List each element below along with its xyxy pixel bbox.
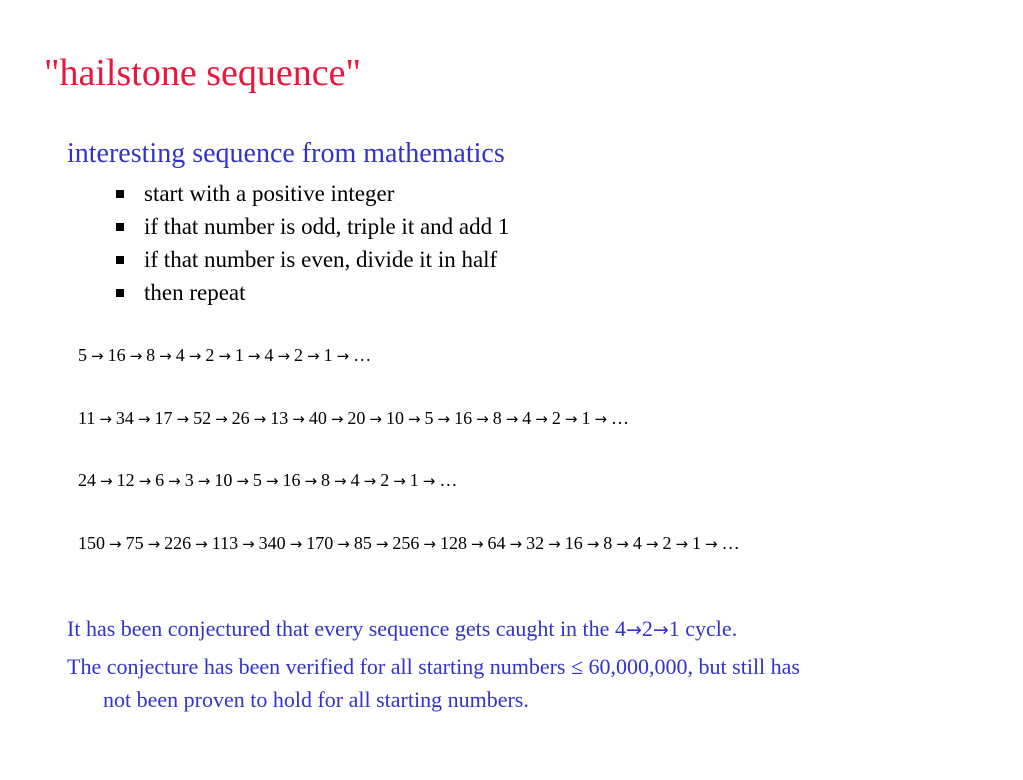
arrow-right-icon: →	[548, 535, 561, 553]
sequence-term: 26	[231, 408, 250, 428]
arrow-right-icon: →	[509, 535, 523, 553]
sequence-term: 10	[385, 408, 404, 428]
rule-item	[112, 243, 509, 276]
arrow-right-icon: →	[616, 535, 629, 553]
sequence-term: 1	[409, 470, 419, 490]
arrow-right-icon: →	[705, 535, 718, 553]
sequence-line	[78, 409, 629, 427]
verification-line-2: not been proven to hold for all starting numbers.	[103, 687, 529, 712]
sequence-term: 1	[581, 408, 591, 428]
sequence-term: 170	[306, 533, 334, 553]
sequence-term: 2	[294, 345, 304, 365]
sequence-term: 4	[350, 470, 360, 490]
arrow-right-icon: →	[100, 472, 113, 490]
arrow-right-icon: →	[195, 535, 208, 553]
sequence-term: 12	[116, 470, 135, 490]
arrow-right-icon: →	[253, 410, 267, 428]
sequence-term: 256	[392, 533, 420, 553]
sequence-term: …	[439, 470, 458, 490]
sequence-term: 5	[252, 470, 262, 490]
sequence-term: 17	[154, 408, 173, 428]
arrow-right-icon: →	[337, 535, 350, 553]
arrow-right-icon: →	[218, 347, 231, 365]
rule-item	[112, 210, 509, 243]
arrow-right-icon: →	[277, 347, 291, 365]
arrow-right-icon: →	[505, 410, 519, 428]
arrow-right-icon: →	[625, 619, 642, 641]
arrow-right-icon: →	[159, 347, 172, 365]
rules-list	[112, 177, 509, 309]
sequence-term: 75	[125, 533, 144, 553]
arrow-right-icon: →	[215, 410, 228, 428]
sequence-term: 24	[78, 470, 96, 490]
sequence-line	[78, 346, 371, 364]
arrow-right-icon: →	[137, 410, 151, 428]
arrow-right-icon: →	[586, 535, 600, 553]
cycle-number: 4	[614, 616, 626, 641]
arrow-right-icon: →	[99, 410, 112, 428]
arrow-right-icon: →	[176, 410, 190, 428]
arrow-right-icon: →	[247, 347, 261, 365]
arrow-right-icon: →	[197, 472, 211, 490]
square-bullet-icon	[116, 190, 124, 198]
sequence-line	[78, 471, 457, 489]
sequence-term: …	[721, 533, 740, 553]
sequence-term: 8	[603, 533, 613, 553]
sequence-term: 13	[270, 408, 289, 428]
arrow-right-icon: →	[188, 347, 202, 365]
sequence-term: …	[611, 408, 630, 428]
sequence-term: 16	[564, 533, 583, 553]
arrow-right-icon: →	[476, 410, 489, 428]
sequence-term: 6	[155, 470, 165, 490]
arrow-right-icon: →	[369, 410, 382, 428]
sequence-term: 2	[380, 470, 390, 490]
sequence-term: 8	[146, 345, 156, 365]
arrow-right-icon: →	[129, 347, 143, 365]
sequence-term: 1	[234, 345, 244, 365]
sequence-line	[78, 534, 740, 552]
arrow-right-icon: →	[289, 535, 303, 553]
sequence-term: 4	[264, 345, 274, 365]
rule-text: if that number is even, divide it in half	[144, 246, 498, 272]
sequence-term: 16	[282, 470, 301, 490]
sequence-term: 16	[107, 345, 126, 365]
arrow-right-icon: →	[91, 347, 104, 365]
verification-statement	[67, 650, 987, 716]
arrow-right-icon: →	[265, 472, 279, 490]
sequence-term: 8	[492, 408, 502, 428]
arrow-right-icon: →	[330, 410, 344, 428]
arrow-right-icon: →	[375, 535, 389, 553]
sequence-term: 4	[175, 345, 185, 365]
sequence-term: 2	[662, 533, 672, 553]
arrow-right-icon: →	[675, 535, 689, 553]
sequence-term: 34	[115, 408, 134, 428]
sequence-term: 3	[184, 470, 194, 490]
arrow-right-icon: →	[168, 472, 181, 490]
sequence-term: 2	[551, 408, 561, 428]
arrow-right-icon: →	[422, 472, 436, 490]
sequence-term: 2	[205, 345, 215, 365]
square-bullet-icon	[116, 289, 124, 297]
arrow-right-icon: →	[138, 472, 152, 490]
arrow-right-icon: →	[336, 347, 350, 365]
arrow-right-icon: →	[437, 410, 451, 428]
arrow-right-icon: →	[242, 535, 255, 553]
arrow-right-icon: →	[334, 472, 347, 490]
sequence-term: 5	[424, 408, 434, 428]
sequence-term: 11	[78, 408, 96, 428]
arrow-right-icon: →	[304, 472, 318, 490]
arrow-right-icon: →	[307, 347, 320, 365]
arrow-right-icon: →	[147, 535, 161, 553]
cycle-number: 2	[641, 616, 653, 641]
rule-text: if that number is odd, triple it and add 1	[144, 213, 510, 239]
sequence-term: 226	[164, 533, 192, 553]
sequence-term: 16	[454, 408, 473, 428]
intro-text: interesting sequence from mathematics	[67, 138, 505, 169]
rule-text: start with a positive integer	[144, 180, 395, 206]
rule-item	[112, 177, 509, 210]
conjecture-text: It has been conjectured that every sequence gets caught in the	[67, 616, 615, 641]
square-bullet-icon	[116, 256, 124, 264]
sequence-term: 8	[321, 470, 331, 490]
sequence-term: 1	[692, 533, 702, 553]
conjecture-statement	[67, 612, 987, 647]
rule-item	[112, 276, 509, 309]
arrow-right-icon: →	[292, 410, 305, 428]
sequence-term: 128	[439, 533, 467, 553]
arrow-right-icon: →	[236, 472, 249, 490]
rule-text: then repeat	[144, 279, 246, 305]
sequence-term: 20	[347, 408, 366, 428]
cycle-number: 1	[668, 616, 680, 641]
arrow-right-icon: →	[109, 535, 122, 553]
arrow-right-icon: →	[594, 410, 608, 428]
arrow-right-icon: →	[470, 535, 484, 553]
arrow-right-icon: →	[393, 472, 406, 490]
arrow-right-icon: →	[363, 472, 377, 490]
sequence-term: 5	[78, 345, 87, 365]
sequence-term: 52	[193, 408, 212, 428]
sequence-term: 64	[487, 533, 506, 553]
sequence-term: 1	[323, 345, 333, 365]
arrow-right-icon: →	[652, 619, 669, 641]
sequence-term: …	[353, 345, 372, 365]
sequence-term: 40	[308, 408, 327, 428]
conjecture-suffix: cycle.	[679, 616, 738, 641]
arrow-right-icon: →	[564, 410, 578, 428]
verification-line-1: The conjecture has been verified for all starting numbers ≤ 60,000,000, but still has	[67, 654, 800, 679]
sequence-term: 85	[353, 533, 372, 553]
arrow-right-icon: →	[407, 410, 421, 428]
sequence-term: 4	[632, 533, 642, 553]
sequence-term: 4	[522, 408, 532, 428]
arrow-right-icon: →	[645, 535, 659, 553]
sequence-term: 150	[78, 533, 105, 553]
square-bullet-icon	[116, 223, 124, 231]
sequence-term: 32	[526, 533, 545, 553]
sequence-term: 113	[211, 533, 239, 553]
arrow-right-icon: →	[423, 535, 436, 553]
arrow-right-icon: →	[535, 410, 548, 428]
sequence-term: 340	[258, 533, 286, 553]
slide-title: "hailstone sequence"	[44, 52, 361, 94]
sequence-term: 10	[214, 470, 233, 490]
